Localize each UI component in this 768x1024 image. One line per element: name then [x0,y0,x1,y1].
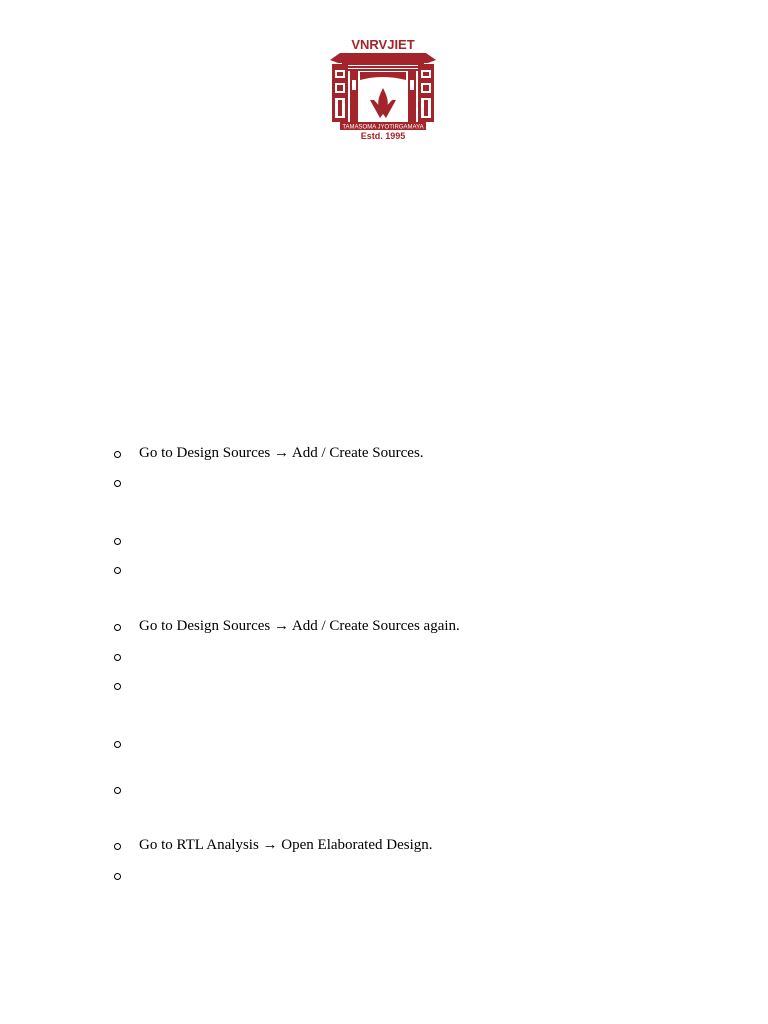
list-item [114,779,121,799]
bullet-icon [114,683,121,690]
bullet-icon [114,654,121,661]
list-item [114,865,121,885]
institution-logo [324,36,442,140]
logo-motto: TAMASOMA JYOTIRGAMAYA [342,124,424,131]
list-item [114,472,121,492]
bullet-icon [114,567,121,574]
bullet-icon [114,787,121,794]
list-item-text: Go to Design Sources → Add / Create Sources. [139,445,424,461]
list-item [114,733,121,753]
bullet-icon [114,624,121,631]
list-item-text: Go to Design Sources → Add / Create Sources again. [139,618,460,634]
list-item [114,616,460,636]
list-item [114,559,121,579]
list-item [114,443,424,463]
logo-name: VNRVJIET [351,37,415,52]
bullet-icon [114,480,121,487]
bullet-icon [114,741,121,748]
list-item [114,835,433,855]
bullet-icon [114,843,121,850]
list-item-text: Go to RTL Analysis → Open Elaborated Design. [139,837,433,853]
logo-established: Estd. 1995 [360,131,406,140]
bullet-icon [114,538,121,545]
bullet-icon [114,873,121,880]
list-item [114,675,121,695]
bullet-icon [114,451,121,458]
list-item [114,646,121,666]
list-item [114,530,121,550]
